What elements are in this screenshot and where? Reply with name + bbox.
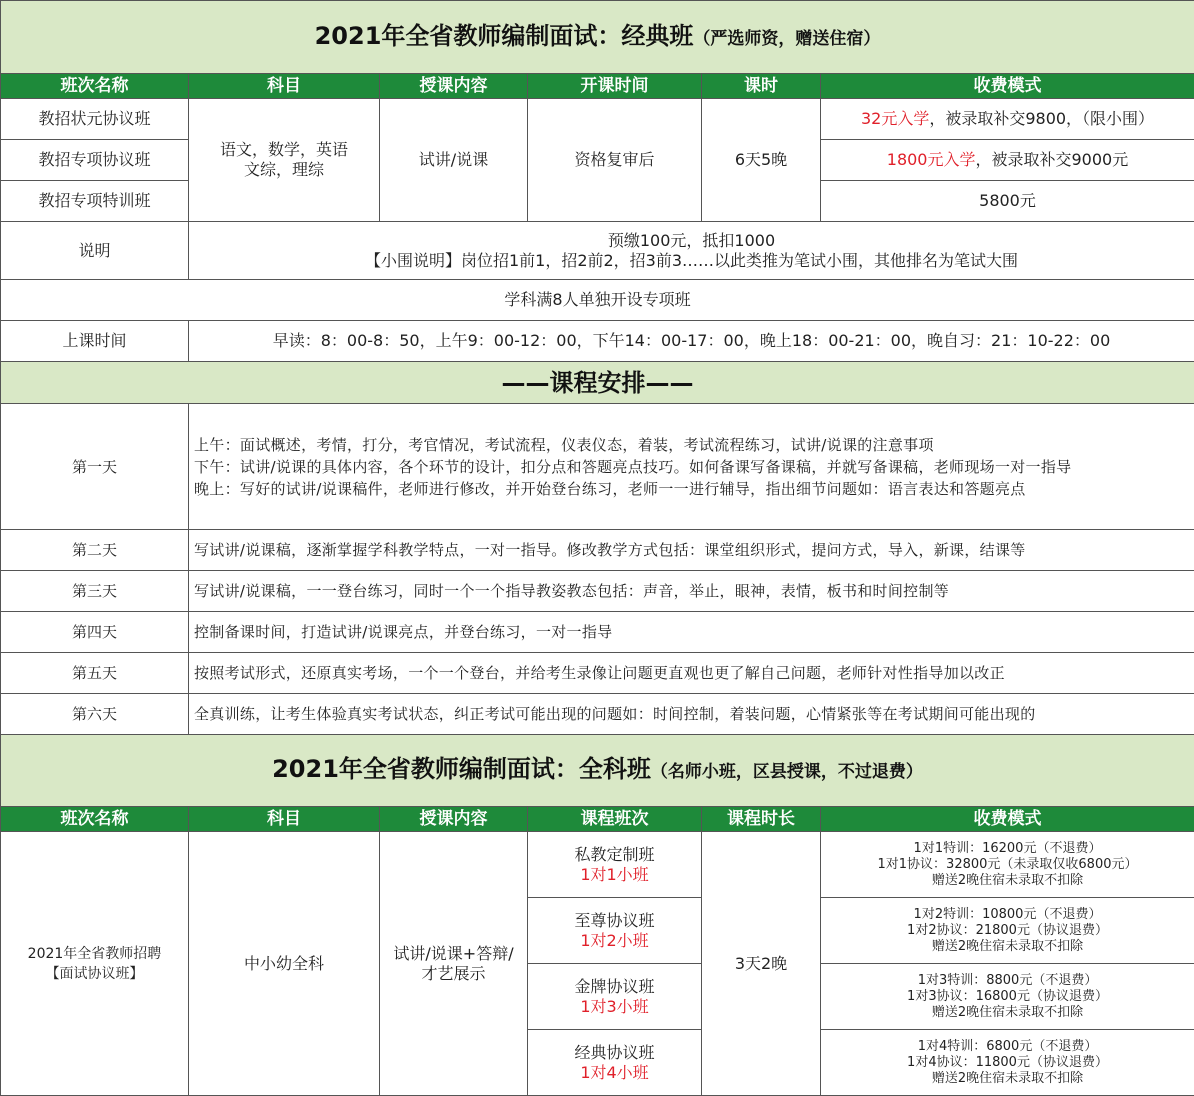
time-label: 上课时间 <box>1 321 189 362</box>
day-label: 第四天 <box>1 612 189 653</box>
start-time-cell: 资格复审后 <box>528 99 702 222</box>
schedule-title: ——课程安排—— <box>1 362 1194 404</box>
content-line: 才艺展示 <box>421 963 486 983</box>
header-cell: 授课内容 <box>380 74 528 99</box>
tier-size: 1对3小班 <box>580 996 649 1016</box>
note-cell <box>189 222 1194 280</box>
fee-line: 赠送2晚住宿未录取不扣除 <box>931 1004 1084 1020</box>
tier-cell <box>528 832 702 898</box>
fee-text: ，被录取补交9000元 <box>975 150 1129 169</box>
header-cell: 班次名称 <box>1 807 189 832</box>
day-content <box>189 404 1194 530</box>
fee-highlight: 1800元入学 <box>886 150 976 169</box>
fee-text: 5800元 <box>979 191 1036 210</box>
table-row <box>1 832 1194 898</box>
content-cell <box>380 832 528 1096</box>
tier-cell <box>528 898 702 964</box>
day-label: 第三天 <box>1 571 189 612</box>
day-line: 上午：面试概述，考情，打分，考官情况，考试流程，仪表仪态，着装，考试流程练习，试讲/说课的注意事项 <box>194 435 934 454</box>
fee-text: ，被录取补交9800，（限小围） <box>929 109 1155 128</box>
class-name-cell <box>1 832 189 1096</box>
header-cell: 科目 <box>189 807 380 832</box>
section1-header-row <box>1 74 1194 99</box>
fee-line: 1对4特训：6800元（不退费） <box>917 1038 1098 1054</box>
tier-size: 1对4小班 <box>580 1062 649 1082</box>
subject-cell: 中小幼全科 <box>189 832 380 1096</box>
schedule-row <box>1 571 1194 612</box>
time-row <box>1 321 1194 362</box>
day-label: 第二天 <box>1 530 189 571</box>
fee-cell <box>821 140 1194 181</box>
section1-title: 2021年全省教师编制面试：经典班 <box>314 21 694 50</box>
schedule-row <box>1 404 1194 530</box>
header-cell: 课程时长 <box>702 807 821 832</box>
section2-title: 2021年全省教师编制面试：全科班 <box>272 755 651 783</box>
schedule-banner <box>1 362 1194 404</box>
section1-banner <box>1 1 1194 74</box>
hours-cell: 6天5晚 <box>702 99 821 222</box>
day-content: 控制备课时间，打造试讲/说课亮点，并登台练习，一对一指导 <box>189 612 1194 653</box>
fee-cell <box>821 1030 1194 1096</box>
fee-line: 1对4协议：11800元（协议退费） <box>907 1054 1108 1070</box>
schedule-row <box>1 530 1194 571</box>
subjects-cell <box>189 99 380 222</box>
time-value: 早读：8：00-8：50，上午9：00-12：00，下午14：00-17：00，晚上18：00-21：00，晚自习：21：10-22：00 <box>189 321 1194 362</box>
subjects-line: 语文，数学，英语 <box>219 140 348 159</box>
header-cell: 科目 <box>189 74 380 99</box>
fee-line: 赠送2晚住宿未录取不扣除 <box>931 872 1084 888</box>
header-cell: 授课内容 <box>380 807 528 832</box>
fee-line: 1对3特训：8800元（不退费） <box>917 972 1098 988</box>
fee-line: 1对3协议：16800元（协议退费） <box>907 988 1108 1004</box>
schedule-row <box>1 694 1194 735</box>
header-cell: 课时 <box>702 74 821 99</box>
header-cell: 收费模式 <box>821 74 1194 99</box>
tier-name: 金牌协议班 <box>574 976 655 996</box>
fee-line: 赠送2晚住宿未录取不扣除 <box>931 938 1084 954</box>
tier-name: 私教定制班 <box>574 844 655 864</box>
note-line: 【小围说明】岗位招1前1，招2前2，招3前3……以此类推为笔试小围，其他排名为笔试大围 <box>364 250 1019 270</box>
tier-cell <box>528 1030 702 1096</box>
class-name-line: 2021年全省教师招聘 <box>27 945 162 962</box>
fee-line: 1对2特训：10800元（不退费） <box>913 906 1102 922</box>
tier-cell <box>528 964 702 1030</box>
notice-cell: 学科满8人单独开设专项班 <box>1 280 1194 321</box>
fee-line: 1对1特训：16200元（不退费） <box>913 840 1102 856</box>
schedule-row <box>1 653 1194 694</box>
day-content: 按照考试形式，还原真实考场，一个一个登台，并给考生录像让问题更直观也更了解自己问题，老师针对性指导加以改正 <box>189 653 1194 694</box>
table-row <box>1 99 1194 140</box>
fee-cell <box>821 99 1194 140</box>
class-name-line: 【面试协议班】 <box>45 965 144 982</box>
section2-header-row <box>1 807 1194 832</box>
class-name: 教招专项特训班 <box>1 181 189 222</box>
fee-highlight: 32元入学 <box>860 109 930 128</box>
class-name: 教招状元协议班 <box>1 99 189 140</box>
content-line: 试讲/说课+答辩/ <box>393 943 514 963</box>
fee-line: 1对1协议：32800元（未录取仅收6800元） <box>877 856 1138 872</box>
day-line: 晚上：写好的试讲/说课稿件，老师进行修改，并开始登台练习，老师一一进行辅导，指出细节问题如：语言表达和答题亮点 <box>194 479 1026 498</box>
fee-cell <box>821 832 1194 898</box>
fee-line: 赠送2晚住宿未录取不扣除 <box>931 1070 1084 1086</box>
schedule-row <box>1 612 1194 653</box>
fee-cell <box>821 181 1194 222</box>
fee-cell <box>821 964 1194 1030</box>
subjects-line: 文综，理综 <box>243 160 324 179</box>
notice-row <box>1 280 1194 321</box>
day-line: 下午：试讲/说课的具体内容，各个环节的设计，扣分点和答题亮点技巧。如何备课写备课稿，并就写备课稿，老师现场一对一指导 <box>194 457 1072 476</box>
day-label: 第六天 <box>1 694 189 735</box>
class-name: 教招专项协议班 <box>1 140 189 181</box>
day-label: 第一天 <box>1 404 189 530</box>
section1-subtitle: （严选师资，赠送住宿） <box>693 28 881 49</box>
tier-size: 1对2小班 <box>580 930 649 950</box>
duration-cell: 3天2晚 <box>702 832 821 1096</box>
day-content: 写试讲/说课稿，逐渐掌握学科教学特点，一对一指导。修改教学方式包括：课堂组织形式，提问方式，导入，新课，结课等 <box>189 530 1194 571</box>
tier-name: 至尊协议班 <box>574 910 655 930</box>
fee-cell <box>821 898 1194 964</box>
header-cell: 收费模式 <box>821 807 1194 832</box>
note-label: 说明 <box>1 222 189 280</box>
section2-subtitle: （名师小班，区县授课，不过退费） <box>650 762 923 782</box>
tier-name: 经典协议班 <box>574 1042 655 1062</box>
fee-line: 1对2协议：21800元（协议退费） <box>907 922 1108 938</box>
header-cell: 课程班次 <box>528 807 702 832</box>
day-label: 第五天 <box>1 653 189 694</box>
tier-size: 1对1小班 <box>580 864 649 884</box>
note-row <box>1 222 1194 280</box>
day-content: 写试讲/说课稿，一一登台练习，同时一个一个指导教姿教态包括：声音，举止，眼神，表情，板书和时间控制等 <box>189 571 1194 612</box>
header-cell: 班次名称 <box>1 74 189 99</box>
section2-banner <box>1 735 1194 807</box>
content-cell: 试讲/说课 <box>380 99 528 222</box>
note-line: 预缴100元，抵扣1000 <box>607 230 776 250</box>
header-cell: 开课时间 <box>528 74 702 99</box>
day-content: 全真训练，让考生体验真实考试状态，纠正考试可能出现的问题如：时间控制，着装问题，心情紧张等在考试期间可能出现的 <box>189 694 1194 735</box>
